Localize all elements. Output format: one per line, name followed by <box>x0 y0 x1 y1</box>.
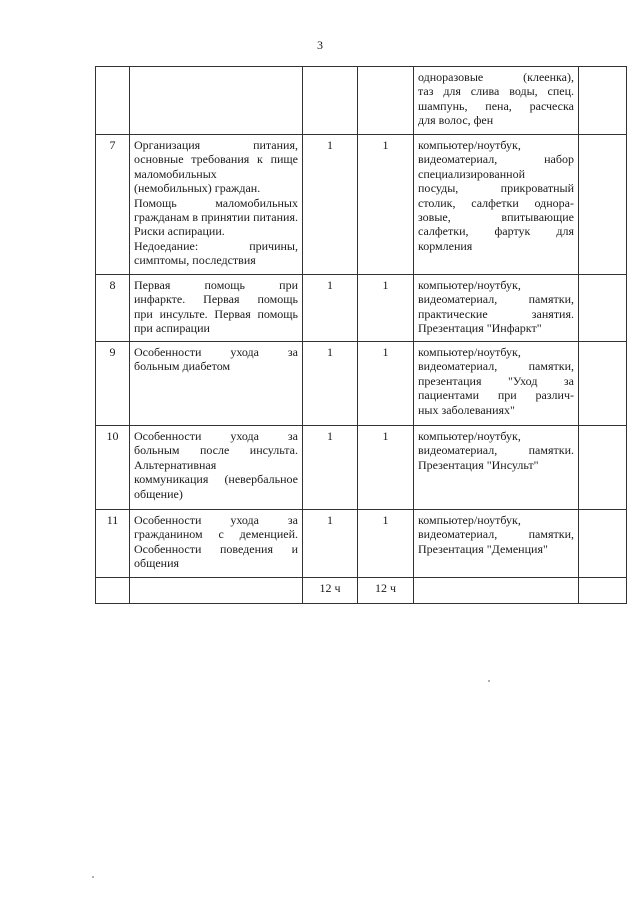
topic-cell <box>130 426 303 510</box>
equipment-line: пациентами при различ- <box>418 388 574 403</box>
hours-cell: 1 <box>303 275 358 342</box>
equipment-line: столик, салфетки однора- <box>418 195 574 210</box>
equipment-cell <box>414 342 579 426</box>
topic-line: Риски аспирации. <box>134 224 225 239</box>
hours-cell: 1 <box>303 426 358 510</box>
note-cell <box>579 135 627 275</box>
equipment-line: кормления <box>418 238 473 253</box>
hours-cell: 1 <box>303 342 358 426</box>
equipment-cell <box>414 135 579 275</box>
topic-line: Особенности ухода за <box>134 345 298 359</box>
topic-cell <box>130 510 303 578</box>
topic-line: Альтернативная <box>134 457 217 472</box>
topic-line: общение) <box>134 486 183 501</box>
equipment-line: видеоматериал, памятки, <box>418 292 574 307</box>
equipment-line: видеоматериал, памятки, <box>418 359 574 374</box>
hours-cell: 1 <box>303 510 358 578</box>
note-cell <box>579 426 627 510</box>
topic-line: гражданам в принятии питания. <box>134 210 298 225</box>
curriculum-table <box>95 66 627 604</box>
equipment-line: практические занятия. <box>418 306 574 321</box>
hours-cell: 1 <box>358 275 414 342</box>
topic-line: маломобильных <box>134 166 217 181</box>
equipment-line: Презентация "Деменция" <box>418 541 548 556</box>
topic-line: Недоедание: причины, <box>134 238 298 253</box>
note-cell <box>579 275 627 342</box>
topic-line: больным после инсульта. <box>134 443 298 458</box>
num-cell: 10 <box>96 426 130 510</box>
topic-line: Помощь маломобильных <box>134 195 298 210</box>
topic-line: инфаркте. Первая помощь <box>134 292 298 307</box>
equipment-line: посуды, прикроватный <box>418 181 574 196</box>
equipment-line: Презентация "Инфаркт" <box>418 321 542 336</box>
equipment-line: компьютер/ноутбук, <box>418 429 521 443</box>
equipment-cell <box>414 426 579 510</box>
topic-cell <box>130 135 303 275</box>
num-cell: 11 <box>96 510 130 578</box>
topic-line: Особенности ухода за <box>134 513 298 527</box>
total-hours-cell: 12 ч <box>358 578 414 604</box>
num-cell: 9 <box>96 342 130 426</box>
topic-cell <box>130 67 303 135</box>
topic-line: Организация питания, <box>134 138 298 152</box>
num-cell: 8 <box>96 275 130 342</box>
hours-cell: 1 <box>358 426 414 510</box>
topic-line: Первая помощь при <box>134 278 298 292</box>
hours-cell: 1 <box>358 510 414 578</box>
table-row-total <box>96 578 627 604</box>
note-cell <box>579 67 627 135</box>
hours-cell <box>303 67 358 135</box>
equipment-line: салфетки, фартук для <box>418 224 574 239</box>
topic-line: больным диабетом <box>134 359 231 374</box>
topic-line: основные требования к пище <box>134 152 298 167</box>
hours-cell: 1 <box>358 135 414 275</box>
topic-cell <box>130 275 303 342</box>
topic-line: Особенности ухода за <box>134 429 298 443</box>
topic-line: симптомы, последствия <box>134 253 256 268</box>
equipment-line: компьютер/ноутбук, <box>418 138 521 152</box>
table-row <box>96 510 627 578</box>
topic-line: гражданином с деменцией. <box>134 527 298 542</box>
num-cell: 7 <box>96 135 130 275</box>
table-row <box>96 275 627 342</box>
equipment-line: презентация "Уход за <box>418 373 574 388</box>
equipment-line: компьютер/ноутбук, <box>418 345 521 359</box>
num-cell <box>96 578 130 604</box>
topic-cell <box>130 342 303 426</box>
equipment-line: зовые, впитывающие <box>418 210 574 225</box>
equipment-line: ных заболеваниях" <box>418 402 515 417</box>
equipment-line: таз для слива воды, спец. <box>418 84 574 99</box>
table-row <box>96 135 627 275</box>
total-hours-cell: 12 ч <box>303 578 358 604</box>
hours-cell: 1 <box>358 342 414 426</box>
scan-speck <box>92 876 94 878</box>
topic-line: при аспирации <box>134 321 210 336</box>
equipment-line: видеоматериал, набор <box>418 152 574 167</box>
note-cell <box>579 510 627 578</box>
page-number: 3 <box>317 38 323 52</box>
topic-cell <box>130 578 303 604</box>
equipment-line: видеоматериал, памятки, <box>418 527 574 542</box>
equipment-line: специализированной <box>418 166 526 181</box>
note-cell <box>579 342 627 426</box>
equipment-cell <box>414 510 579 578</box>
equipment-line: одноразовые (клеенка), <box>418 70 574 84</box>
topic-line: общения <box>134 556 180 571</box>
equipment-line: компьютер/ноутбук, <box>418 513 521 527</box>
equipment-line: шампунь, пена, расческа <box>418 98 574 113</box>
topic-line: (немобильных) граждан. <box>134 181 261 196</box>
equipment-cell <box>414 578 579 604</box>
note-cell <box>579 578 627 604</box>
topic-line: коммуникация (невербальное <box>134 472 298 487</box>
equipment-line: Презентация "Инсульт" <box>418 457 539 472</box>
equipment-line: видеоматериал, памятки. <box>418 443 574 458</box>
equipment-line: для волос, фен <box>418 113 494 128</box>
scan-speck <box>488 680 490 682</box>
num-cell <box>96 67 130 135</box>
equipment-cell <box>414 67 579 135</box>
topic-line: при инсульте. Первая помощь <box>134 306 298 321</box>
table-row <box>96 342 627 426</box>
hours-cell <box>358 67 414 135</box>
equipment-line: компьютер/ноутбук, <box>418 278 521 292</box>
topic-line: Особенности поведения и <box>134 541 298 556</box>
table-row-continuation <box>96 67 627 135</box>
equipment-cell <box>414 275 579 342</box>
hours-cell: 1 <box>303 135 358 275</box>
table-row <box>96 426 627 510</box>
